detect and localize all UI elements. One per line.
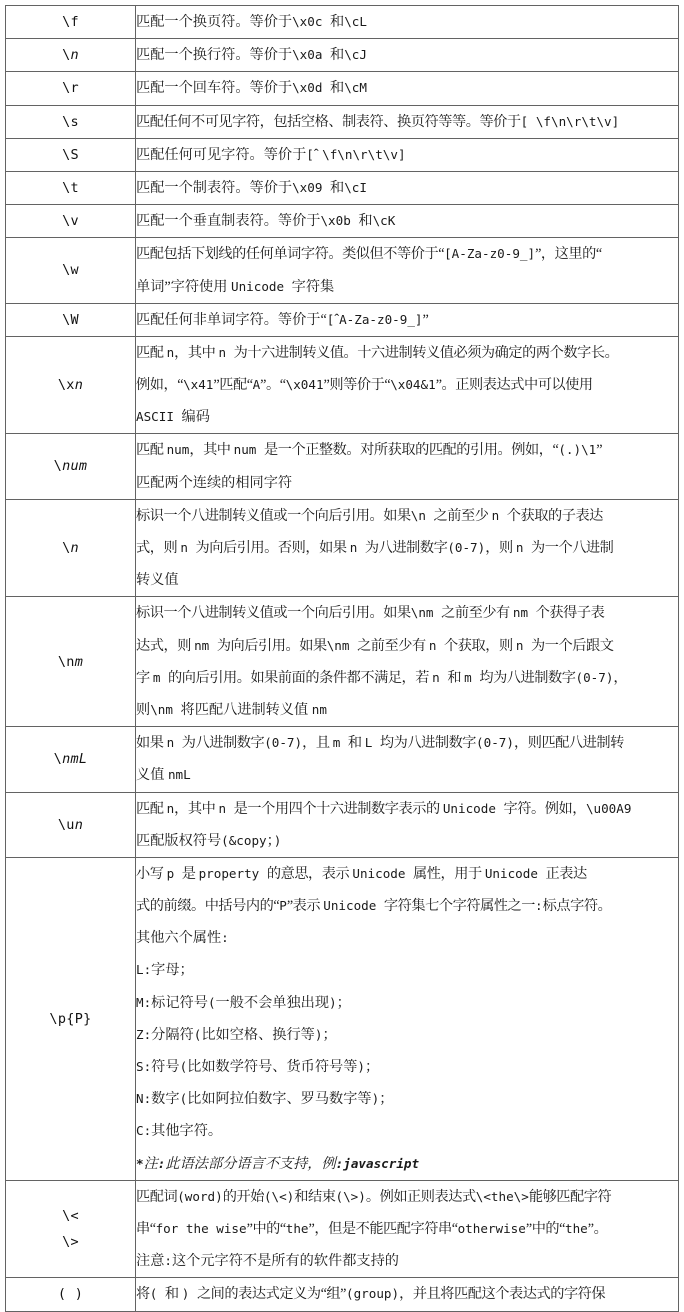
description-line: 匹配 n，其中 n 是一个用四个十六进制数字表示的 Unicode 字符。例如，\u00A9 <box>136 800 632 817</box>
table-row <box>6 138 679 171</box>
metacharacter-cell <box>6 792 136 857</box>
description-cell <box>136 434 679 499</box>
table-row <box>6 336 679 434</box>
metacharacter-cell <box>6 434 136 499</box>
description-line: 注意:这个元字符不是所有的软件都支持的 <box>136 1253 399 1270</box>
description-cell <box>136 72 679 105</box>
metacharacter-token: \W <box>62 311 79 328</box>
regex-reference-table <box>5 5 679 1312</box>
description-cell <box>136 138 679 171</box>
description-line: 匹配两个连续的相同字符 <box>136 474 293 491</box>
metacharacter-cell <box>6 205 136 238</box>
description-line: 达式，则 nm 为向后引用。如果\nm 之前至少有 n 个获取，则 n 为一个后跟文 <box>136 637 614 654</box>
table-row <box>6 597 679 727</box>
metacharacter-token: \s <box>62 113 79 130</box>
metacharacter-token: \w <box>62 262 79 279</box>
metacharacter-token: \< <box>62 1207 79 1224</box>
description-line: *注:此语法部分语言不支持，例:javascript <box>136 1155 420 1172</box>
table-row <box>6 72 679 105</box>
description-cell <box>136 6 679 39</box>
metacharacter-cell <box>6 72 136 105</box>
description-line: 匹配包括下划线的任何单词字符。类似但不等价于“[A-Za-z0-9_]”，这里的“ <box>136 246 602 263</box>
table-row <box>6 1180 679 1278</box>
description-line: 标识一个八进制转义值或一个向后引用。如果\nm 之前至少有 nm 个获得子表 <box>136 605 605 622</box>
description-cell <box>136 238 679 303</box>
metacharacter-token: \r <box>62 80 79 97</box>
metacharacter-cell <box>6 238 136 303</box>
table-row <box>6 303 679 336</box>
metacharacter-token: \nmL <box>53 751 88 768</box>
description-line: 匹配 n，其中 n 为十六进制转义值。十六进制转义值必须为确定的两个数字长。 <box>136 344 619 361</box>
description-cell <box>136 336 679 434</box>
description-cell <box>136 171 679 204</box>
description-cell <box>136 1278 679 1311</box>
description-line: 匹配一个制表符。等价于\x09 和\cI <box>136 179 367 196</box>
description-line: 式的前缀。中括号内的“P”表示 Unicode 字符集七个字符属性之一:标点字符。 <box>136 898 612 915</box>
description-cell <box>136 727 679 792</box>
description-line: 匹配 num，其中 num 是一个正整数。对所获取的匹配的引用。例如，“(.)\1” <box>136 442 603 459</box>
description-line: 其他六个属性: <box>136 930 229 947</box>
table-row <box>6 727 679 792</box>
description-line: 将( 和 ) 之间的表达式定义为“组”(group)，并且将匹配这个表达式的字符保 <box>136 1286 606 1303</box>
table-row <box>6 499 679 597</box>
table-row <box>6 792 679 857</box>
description-line: S:符号(比如数学符号、货币符号等)； <box>136 1059 380 1075</box>
metacharacter-cell <box>6 857 136 1180</box>
description-cell <box>136 792 679 857</box>
description-line: M:标记符号(一般不会单独出现)； <box>136 994 351 1011</box>
description-cell <box>136 105 679 138</box>
metacharacter-cell <box>6 1278 136 1311</box>
description-line: 匹配版权符号(&copy；) <box>136 832 282 849</box>
metacharacter-token: \p{P} <box>49 1010 92 1027</box>
metacharacter-cell <box>6 1180 136 1278</box>
description-cell <box>136 39 679 72</box>
description-line: 字 m 的向后引用。如果前面的条件都不满足，若 n 和 m 均为八进制数字(0-7)， <box>136 669 628 686</box>
description-cell <box>136 303 679 336</box>
description-line: 匹配任何不可见字符，包括空格、制表符、换页符等等。等价于[ \f\n\r\t\v] <box>136 113 620 130</box>
description-line: 匹配任何非单词字符。等价于“[ˆA-Za-z0-9_]” <box>136 311 429 328</box>
metacharacter-cell <box>6 727 136 792</box>
description-line: ASCII 编码 <box>136 409 210 426</box>
description-cell <box>136 1180 679 1278</box>
description-line: 则\nm 将匹配八进制转义值 nm <box>136 701 327 718</box>
table-row <box>6 171 679 204</box>
metacharacter-token: \v <box>62 213 79 230</box>
description-line: 如果 n 为八进制数字(0-7)，且 m 和 L 均为八进制数字(0-7)，则匹配八进制转 <box>136 735 624 752</box>
description-line: 单词”字符使用 Unicode 字符集 <box>136 278 335 295</box>
metacharacter-cell <box>6 597 136 727</box>
description-cell <box>136 499 679 597</box>
description-line: 匹配一个回车符。等价于\x0d 和\cM <box>136 80 367 97</box>
description-line: N:数字(比如阿拉伯数字、罗马数字等)； <box>136 1091 394 1108</box>
metacharacter-token: ( ) <box>57 1286 84 1303</box>
description-line: 串“for the wise”中的“the”，但是不能匹配字符串“otherwise”中的“the”。 <box>136 1220 608 1237</box>
metacharacter-token: \nm <box>57 653 84 670</box>
table-body <box>6 6 679 1312</box>
description-line: 标识一个八进制转义值或一个向后引用。如果\n 之前至少 n 个获取的子表达 <box>136 507 603 524</box>
description-cell <box>136 597 679 727</box>
description-line: Z:分隔符(比如空格、换行等)； <box>136 1026 337 1043</box>
table-row <box>6 39 679 72</box>
description-line: 义值 nmL <box>136 767 191 784</box>
metacharacter-cell <box>6 171 136 204</box>
description-line: 匹配词(word)的开始(\<)和结束(\>)。例如正则表达式\<the\>能够匹配字符 <box>136 1188 612 1205</box>
description-cell <box>136 857 679 1180</box>
metacharacter-cell <box>6 303 136 336</box>
description-line: 例如，“\x41”匹配“A”。“\x041”则等价于“\x04&1”。正则表达式中可以使用 <box>136 377 593 394</box>
table-row <box>6 434 679 499</box>
table-row <box>6 6 679 39</box>
metacharacter-cell <box>6 6 136 39</box>
metacharacter-cell <box>6 336 136 434</box>
metacharacter-token: \n <box>62 539 79 556</box>
description-line: 匹配任何可见字符。等价于[ˆ \f\n\r\t\v] <box>136 146 406 163</box>
metacharacter-cell <box>6 105 136 138</box>
metacharacter-token: \n <box>62 47 79 64</box>
metacharacter-token: \xn <box>57 377 84 393</box>
description-line: 式，则 n 为向后引用。否则，如果 n 为八进制数字(0-7)，则 n 为一个八进制 <box>136 540 614 556</box>
metacharacter-token: \t <box>62 179 79 196</box>
metacharacter-cell <box>6 499 136 597</box>
metacharacter-token: \> <box>62 1234 79 1251</box>
metacharacter-token: \num <box>53 458 88 475</box>
description-line: 匹配一个垂直制表符。等价于\x0b 和\cK <box>136 213 396 230</box>
metacharacter-cell <box>6 39 136 72</box>
metacharacter-token: \f <box>62 13 79 30</box>
table-row <box>6 105 679 138</box>
description-line: L:字母； <box>136 962 194 979</box>
description-line: 小写 p 是 property 的意思，表示 Unicode 属性，用于 Unicode 正表达 <box>136 865 587 882</box>
metacharacter-cell <box>6 138 136 171</box>
description-cell <box>136 205 679 238</box>
description-line: C:其他字符。 <box>136 1123 223 1140</box>
metacharacter-token: \un <box>57 816 84 833</box>
metacharacter-token: \S <box>62 146 79 163</box>
table-row <box>6 857 679 1180</box>
description-line: 匹配一个换页符。等价于\x0c 和\cL <box>136 14 367 30</box>
description-line: 匹配一个换行符。等价于\x0a 和\cJ <box>136 47 367 64</box>
table-row <box>6 1278 679 1311</box>
description-line: 转义值 <box>136 572 179 589</box>
table-row <box>6 238 679 303</box>
table-row <box>6 205 679 238</box>
